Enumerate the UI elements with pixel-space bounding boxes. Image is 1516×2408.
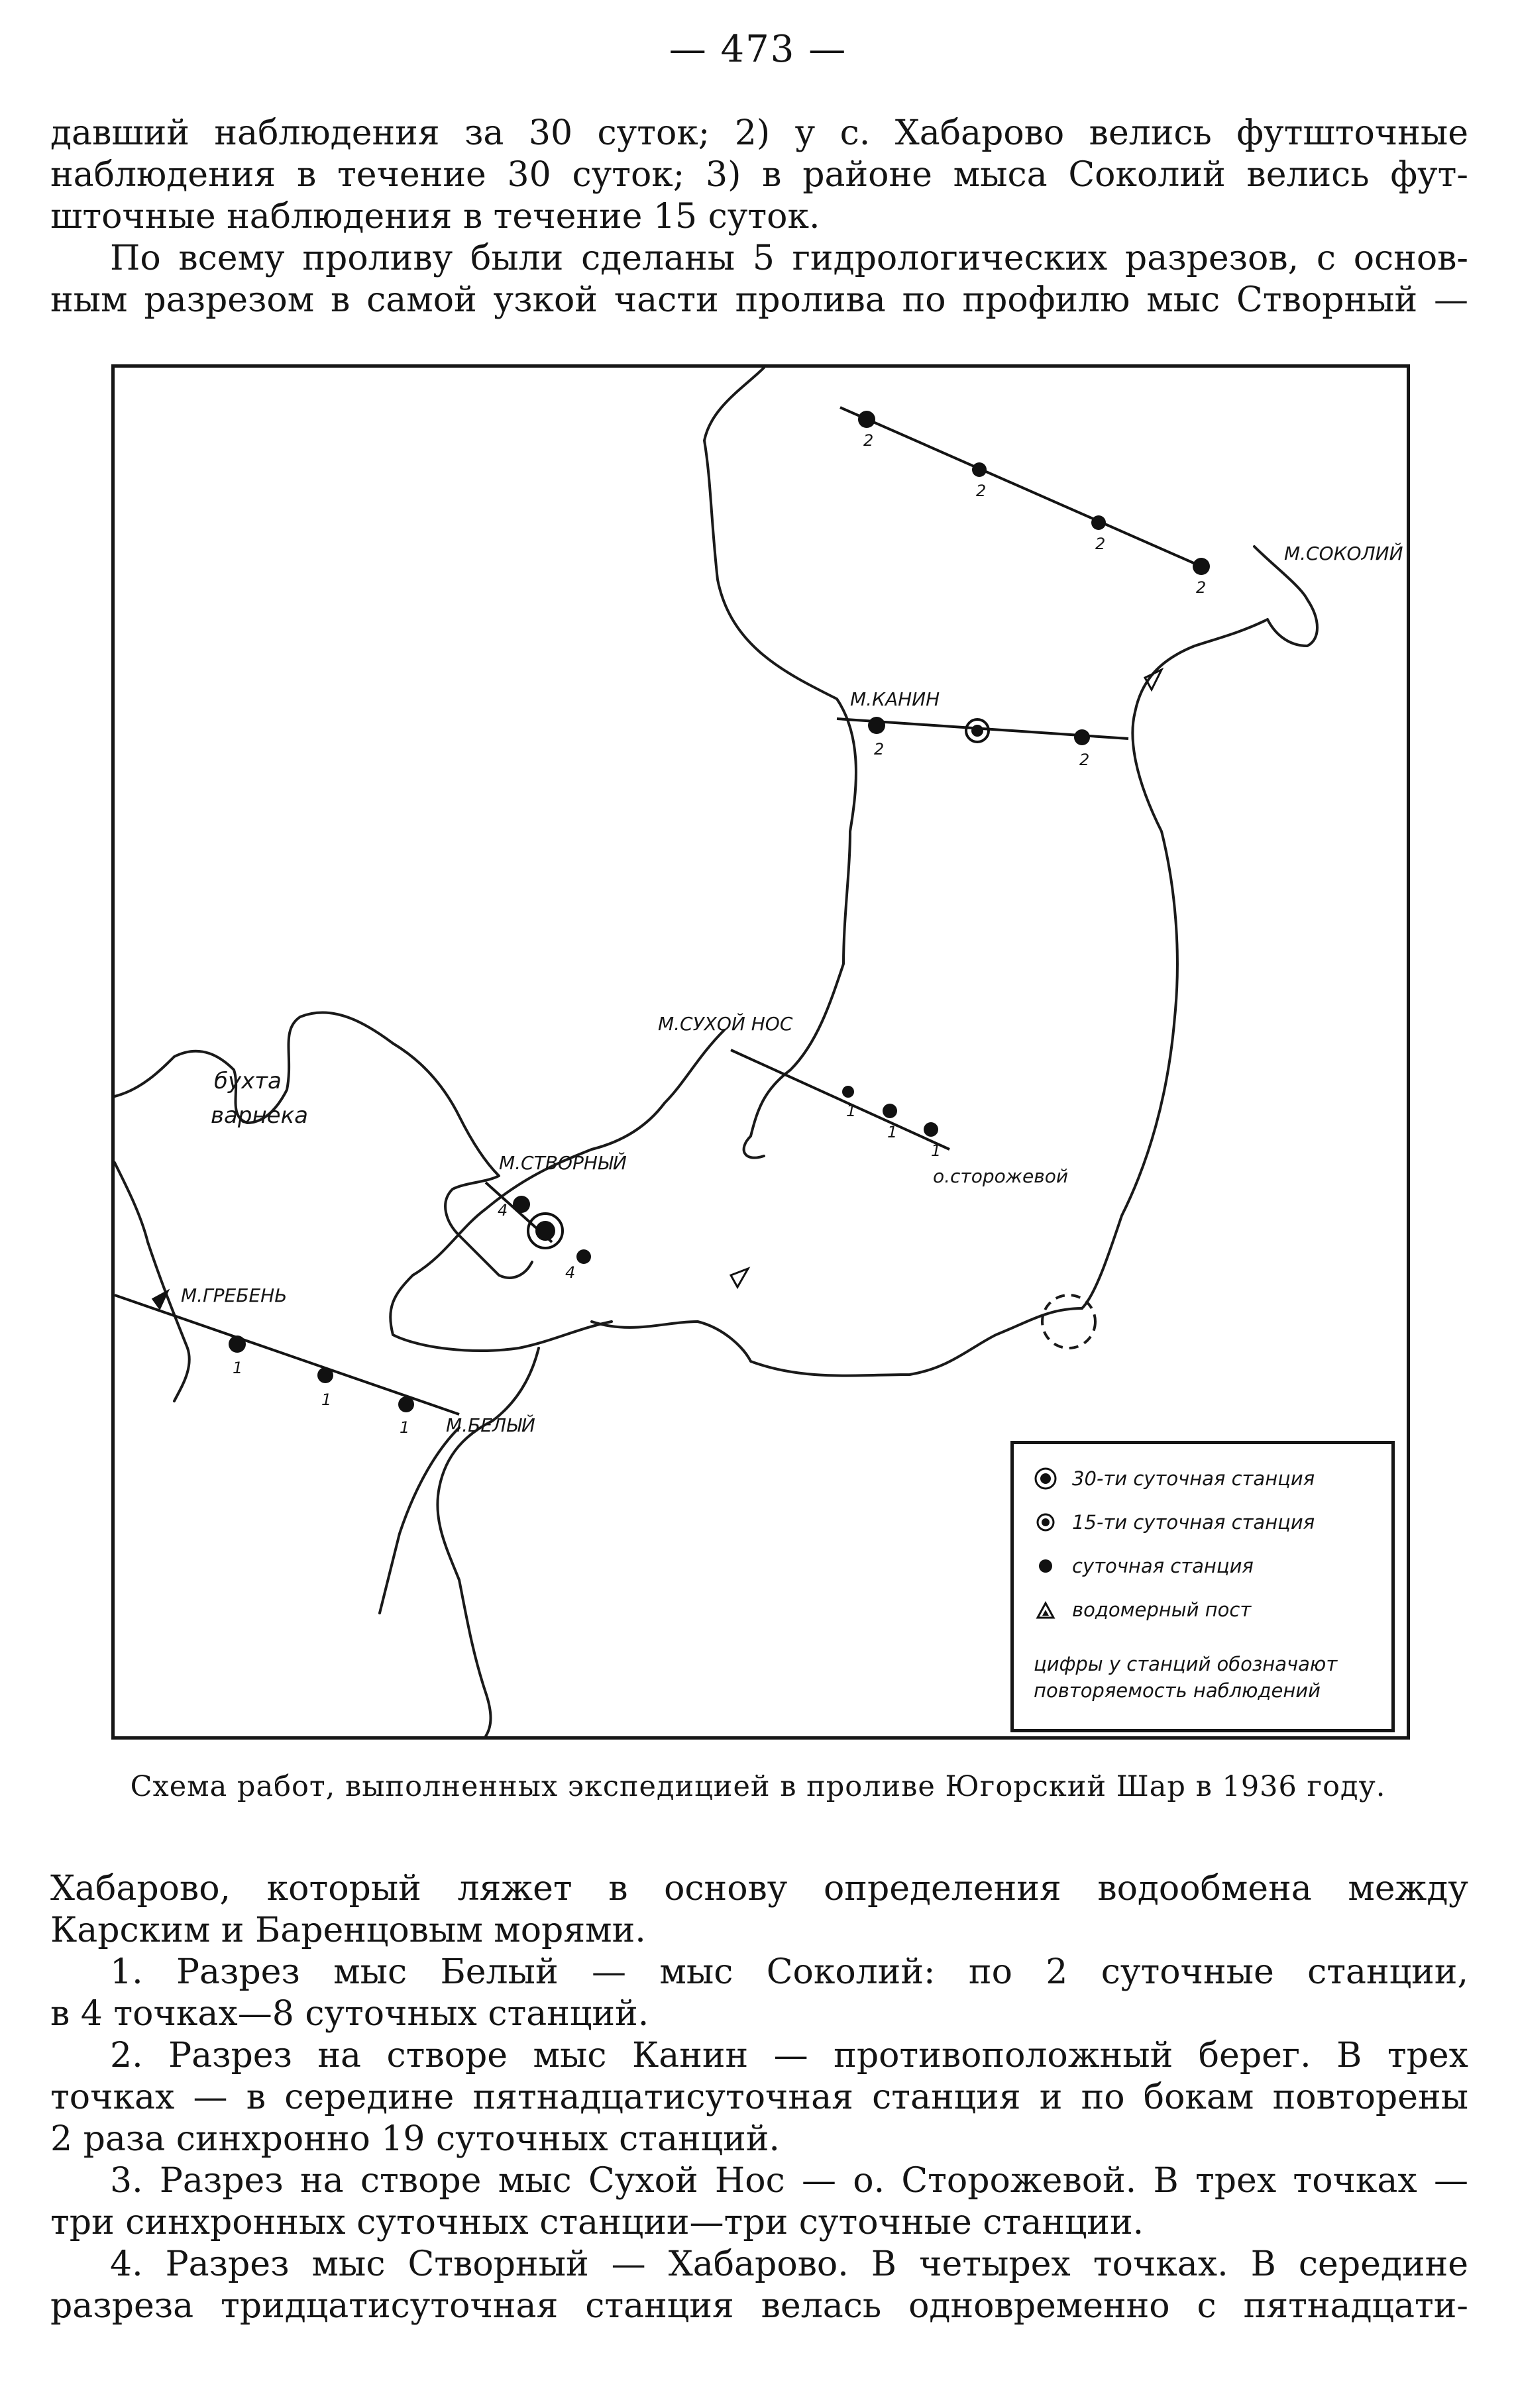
top-paragraphs bbox=[50, 113, 1468, 321]
cape-stvorny-label: М.СТВОРНЫЙ bbox=[499, 1152, 627, 1174]
west-coastline bbox=[115, 1163, 190, 1401]
section-line-bely bbox=[115, 1295, 459, 1414]
storozhevoy-island-label: о.сторожевой bbox=[933, 1165, 1069, 1187]
map-legend bbox=[1010, 1441, 1395, 1732]
bay-name-label: варнека bbox=[211, 1102, 308, 1129]
page-number: — 473 — bbox=[669, 28, 847, 71]
text-line: давший наблюдения за 30 суток; 2) у с. Хабарово велись футшточные bbox=[50, 113, 1468, 153]
gauge-post-icon bbox=[1034, 1598, 1057, 1622]
daily-station-dot bbox=[972, 462, 987, 477]
station-repeat-number: 4 bbox=[565, 1263, 576, 1282]
cape-bely-label: М.БЕЛЫЙ bbox=[446, 1414, 535, 1436]
cape-greben-label: М.ГРЕБЕНЬ bbox=[181, 1284, 288, 1306]
daily-station-dot bbox=[398, 1396, 414, 1412]
legend-item-30day bbox=[1034, 1467, 1315, 1491]
bottom-paragraphs bbox=[50, 1868, 1468, 2327]
cape-sukhoy-nos-label: М.СУХОЙ НОС bbox=[658, 1013, 793, 1035]
legend-label: 15-ти суточная станция bbox=[1072, 1511, 1315, 1534]
text-line: три синхронных суточных станции—три суточные станции. bbox=[50, 2203, 1144, 2242]
fifteen-day-station-icon bbox=[1034, 1510, 1057, 1534]
daily-station-dot bbox=[883, 1104, 897, 1118]
text-line: точках — в середине пятнадцатисуточная станция и по бокам повторены bbox=[50, 2077, 1468, 2117]
daily-station-dot bbox=[858, 411, 875, 428]
map-figure bbox=[111, 364, 1410, 1740]
west-peninsula-coastline bbox=[115, 1013, 532, 1278]
legend-label: водомерный пост bbox=[1072, 1598, 1252, 1621]
north-east-coastline bbox=[1082, 547, 1317, 1308]
text-line: шточные наблюдения в течение 15 суток. bbox=[50, 197, 820, 236]
text-line: 4. Разрез мыс Створный — Хабарово. В четырех точках. В середине bbox=[110, 2244, 1468, 2284]
daily-station-dot bbox=[317, 1367, 333, 1383]
text-line: 2 раза синхронно 19 суточных станций. bbox=[50, 2119, 780, 2159]
north-coastline bbox=[704, 368, 856, 1158]
gauge-post-icon bbox=[731, 1269, 748, 1287]
station-repeat-number: 2 bbox=[1196, 578, 1207, 597]
daily-station-dot bbox=[1074, 729, 1090, 745]
south-coastline bbox=[390, 1030, 724, 1351]
text-line: разреза тридцатисуточная станция велась одновременно с пятнадцати- bbox=[50, 2286, 1468, 2326]
daily-station-dot bbox=[576, 1249, 591, 1264]
station-repeat-number: 2 bbox=[1095, 535, 1106, 553]
station-repeat-number: 2 bbox=[976, 482, 987, 500]
text-line: ным разрезом в самой узкой части пролива по профилю мыс Створный — bbox=[50, 280, 1468, 320]
station-repeat-number: 2 bbox=[863, 431, 874, 450]
station-repeat-number: 2 bbox=[874, 740, 885, 759]
river bbox=[437, 1348, 539, 1736]
cape-kanin-label: М.КАНИН bbox=[850, 688, 940, 710]
station-repeat-number: 1 bbox=[400, 1418, 410, 1437]
station-repeat-number: 1 bbox=[321, 1390, 332, 1409]
gauge-post-icon bbox=[153, 1291, 168, 1308]
daily-station-dot bbox=[868, 717, 885, 734]
bay-label: бухта bbox=[214, 1068, 282, 1094]
station-repeat-number: 1 bbox=[887, 1123, 898, 1141]
text-line: наблюдения в течение 30 суток; 3) в районе мыса Соколий велись фут- bbox=[50, 155, 1468, 195]
station-repeat-number: 1 bbox=[233, 1359, 243, 1377]
station-repeat-number: 1 bbox=[931, 1141, 942, 1160]
station-repeat-number: 1 bbox=[846, 1102, 857, 1120]
fifteen-day-station-core bbox=[971, 725, 983, 737]
south-coastline-east bbox=[592, 1308, 1082, 1376]
legend-item-15day bbox=[1034, 1510, 1315, 1534]
legend-item-gauge bbox=[1034, 1598, 1251, 1622]
legend-label: 30-ти суточная станция bbox=[1072, 1467, 1315, 1490]
daily-station-dot bbox=[1091, 515, 1106, 530]
daily-station-dot bbox=[842, 1086, 854, 1098]
text-line: Карским и Баренцовым морями. bbox=[50, 1911, 646, 1950]
daily-station-icon bbox=[1034, 1554, 1057, 1578]
island-outline bbox=[1042, 1295, 1095, 1348]
legend-item-daily bbox=[1034, 1554, 1254, 1578]
cape-sokoliy-label: М.СОКОЛИЙ bbox=[1284, 543, 1403, 564]
river-branch bbox=[380, 1428, 459, 1613]
thirty-day-station-icon bbox=[1034, 1467, 1057, 1491]
figure-caption: Схема работ, выполненных экспедицией в проливе Югорский Шар в 1936 году. bbox=[130, 1770, 1386, 1803]
section-line-sokoliy bbox=[840, 407, 1201, 566]
text-line: 3. Разрез на створе мыс Сухой Нос — о. Сторожевой. В трех точках — bbox=[110, 2161, 1468, 2201]
text-line: По всему проливу были сделаны 5 гидрологических разрезов, с основ- bbox=[110, 238, 1468, 278]
station-repeat-number: 2 bbox=[1079, 751, 1090, 769]
legend-label: суточная станция bbox=[1072, 1555, 1254, 1577]
daily-station-dot bbox=[513, 1196, 530, 1213]
daily-station-dot bbox=[1193, 558, 1210, 575]
text-line: в 4 точках—8 суточных станций. bbox=[50, 1994, 649, 2034]
daily-station-dot bbox=[924, 1122, 938, 1137]
daily-station-dot bbox=[229, 1335, 246, 1353]
text-line: Хабарово, который ляжет в основу определения водообмена между bbox=[50, 1869, 1468, 1909]
legend-note: цифры у станций обозначают повторяемость наблюдений bbox=[1034, 1653, 1338, 1702]
text-line: 2. Разрез на створе мыс Канин — противоположный берег. В трех bbox=[110, 2036, 1468, 2075]
station-repeat-number: 4 bbox=[498, 1201, 508, 1220]
thirty-day-station-core bbox=[535, 1221, 555, 1241]
text-line: 1. Разрез мыс Белый — мыс Соколий: по 2 суточные станции, bbox=[110, 1952, 1468, 1992]
